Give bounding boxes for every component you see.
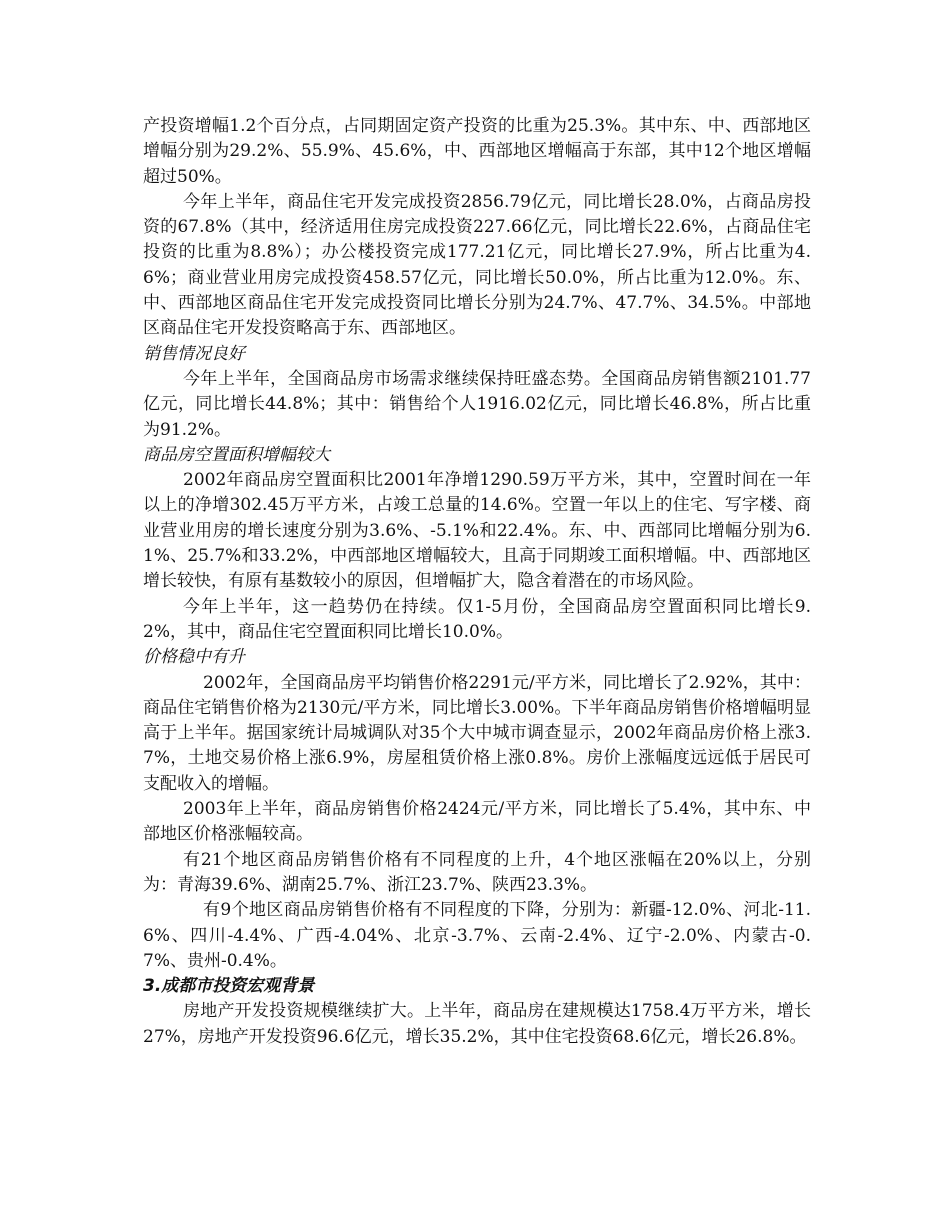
heading-vacancy: 商品房空置面积增幅较大 bbox=[143, 444, 330, 465]
heading-chengdu-background: 3.成都市投资宏观背景 bbox=[143, 976, 315, 997]
heading-price: 价格稳中有升 bbox=[143, 647, 245, 668]
paragraph-sales: 今年上半年，全国商品房市场需求继续保持旺盛态势。全国商品房销售额2101.77亿元，同比增长44.8%；其中：销售给个人1916.02亿元，同比增长46.8%，所占比重为91.2%。 bbox=[143, 368, 811, 440]
heading-sales: 销售情况良好 bbox=[143, 343, 245, 364]
paragraph-vacancy-2003: 今年上半年，这一趋势仍在持续。仅1-5月份，全国商品房空置面积同比增长9.2%，其中，商品住宅空置面积同比增长10.0%。 bbox=[143, 596, 811, 642]
paragraph-price-2003: 2003年上半年，商品房销售价格2424元/平方米，同比增长了5.4%，其中东、中部地区价格涨幅较高。 bbox=[143, 799, 811, 845]
paragraph-residential-investment: 今年上半年，商品住宅开发完成投资2856.79亿元，同比增长28.0%，占商品房投资的67.8%（其中，经济适用住房完成投资227.66亿元，同比增长22.6%，占商品住宅投资的比重为8.8%）；办公楼投资完成177.21亿元，同比增长27.9%，所占比重为4.6%；商业营业用房完成投资458.57亿元，同比增长50.0%，所占比重为12.0%。东、中、西部地区商品住宅开发完成投资同比增长分别为24.7%、47.7%、34.5%。中部地区商品住宅开发投资略高于东、西部地区。 bbox=[143, 191, 811, 339]
paragraph-price-fall-regions: 有9个地区商品房销售价格有不同程度的下降，分别为：新疆-12.0%、河北-11.6%、四川-4.4%、广西-4.04%、北京-3.7%、云南-2.4%、辽宁-2.0%、内蒙古-0.7%、贵州-0.4%。 bbox=[143, 900, 811, 971]
paragraph-investment-growth: 产投资增幅1.2个百分点，占同期固定资产投资的比重为25.3%。其中东、中、西部地区增幅分别为29.2%、55.9%、45.6%，中、西部地区增幅高于东部，其中12个地区增幅超过50%。 bbox=[143, 116, 811, 187]
paragraph-chengdu-investment: 房地产开发投资规模继续扩大。上半年，商品房在建规模达1758.4万平方米，增长27%，房地产开发投资96.6亿元，增长35.2%，其中住宅投资68.6亿元，增长26.8%。 bbox=[143, 1001, 811, 1047]
paragraph-price-rise-regions: 有21个地区商品房销售价格有不同程度的上升，4个地区涨幅在20%以上，分别为：青海39.6%、湖南25.7%、浙江23.7%、陕西23.3%。 bbox=[143, 849, 811, 895]
paragraph-price-2002: 2002年，全国商品房平均销售价格2291元/平方米，同比增长了2.92%，其中：商品住宅销售价格为2130元/平方米，同比增长3.00%。下半年商品房销售价格增幅明显高于上半年。据国家统计局城调队对35个大中城市调查显示，2002年商品房价格上涨3.7%，土地交易价格上涨6.9%，房屋租赁价格上涨0.8%。房价上涨幅度远远低于居民可支配收入的增幅。 bbox=[143, 672, 811, 794]
paragraph-vacancy-2002: 2002年商品房空置面积比2001年净增1290.59万平方米，其中，空置时间在一年以上的净增302.45万平方米，占竣工总量的14.6%。空置一年以上的住宅、写字楼、商业营业用房的增长速度分别为3.6%、-5.1%和22.4%。东、中、西部同比增幅分别为6.1%、25.7%和33.2%，中西部地区增幅较大，且高于同期竣工面积增幅。中、西部地区增长较快，有原有基数较小的原因，但增幅扩大，隐含着潜在的市场风险。 bbox=[143, 470, 811, 592]
document-page bbox=[143, 114, 811, 1050]
